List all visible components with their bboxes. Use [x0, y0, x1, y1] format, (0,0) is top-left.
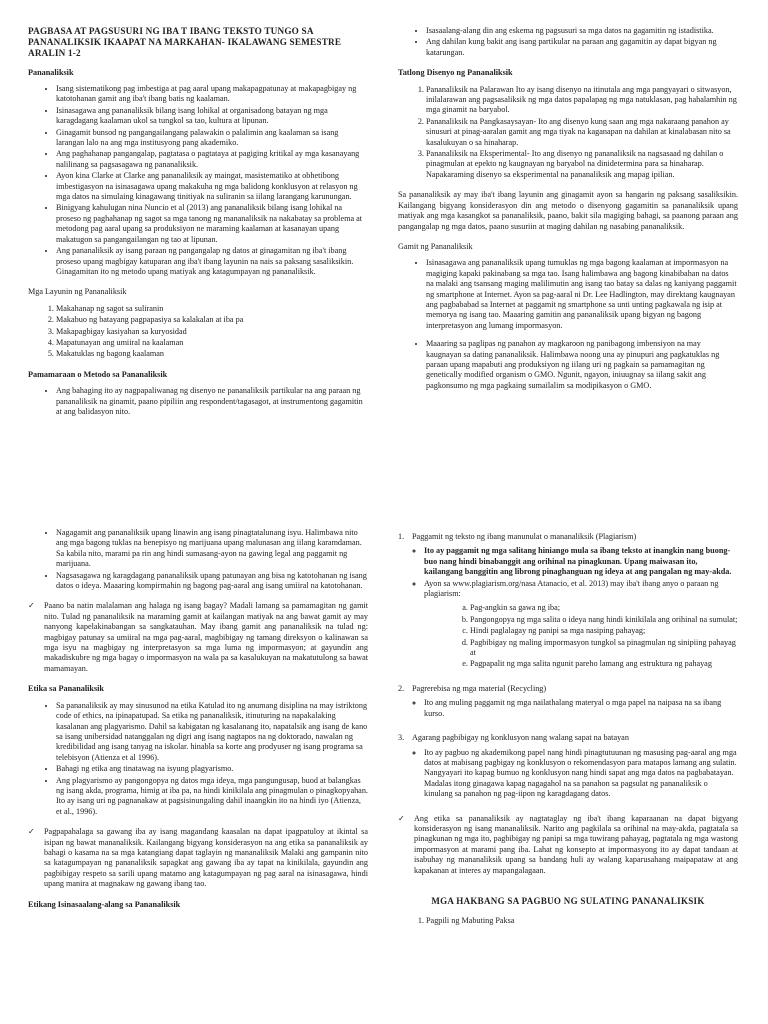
konklusyon-list	[398, 748, 738, 800]
list-item: ◦ Ayon sa www.plagiarism.org/nasa Atanacio, et al. 2013) may iba't ibang anyo o paraan ng plagiarism:	[424, 579, 738, 600]
section-title: Agarang pagbibigay ng konklusyon nang walang sapat na batayan	[412, 733, 629, 743]
section-number: 2.	[398, 683, 405, 693]
pamamaraan-heading: Pamamaraan o Metodo sa Pananaliksik	[28, 369, 168, 379]
check-paragraph	[28, 827, 368, 889]
list-item: • Nagsasagawa ng karagdagang pananaliksik upang patunayan ang bisa ng katotohanan ng isang datos o ideya. Maaaring kompirmahin ng bagong pag-aaral ang isang umiiral na katotohanan.	[56, 571, 368, 592]
layunin-heading: Mga Layunin ng Pananaliksik	[28, 287, 127, 297]
list-item: 1. Pagpili ng Mabuting Paksa	[426, 916, 738, 926]
plagiarism-forms-list	[398, 603, 738, 669]
recycling-list	[398, 698, 738, 719]
etika-heading: Etika sa Pananaliksik	[28, 684, 104, 694]
list-item: • Ayon kina Clarke at Clarke ang pananaliksik ay maingat, masistematiko at obhetibong imbestigasyon na isinasagawa upang makakuha ng mga balidong konklusyon at relasyon ng mga datos na simulaing kinagawang tinitiyak na suliranin sa iilang larangang karunungan.	[56, 171, 368, 202]
list-item: • Ginagamit bunsod ng pangangailangang palawakin o palalimin ang kaalaman sa isang larangan lalo na ang mga institusyong pang akademiko.	[56, 128, 368, 149]
check-text: Ang etika sa pananaliksik ay nagtataglay ng iba't ibang kaparaanan na dapat bigyang konsiderasyon ng isang mananaliksik. Narito ang pagkilala sa orihinal na may-akda, pagtatala sa pinagkunan ng mga ito, pagbibigay ng panipi sa mga tuwirang pahayag, pagtatala ng mga wastong impormasyon at marami pang iba. Lahat ng konsepto at impormasyong ito ay dapat tandaan at isabuhay ng mananaliksik upang sa bandang huli ay walang kaparusahang maipapataw at ang kapakanan at interes ay mapangalagaan.	[414, 813, 738, 875]
list-item: • Ang pananaliksik ay isang paraan ng pangangalap ng datos at ginagamitan ng iba't ibang proseso upang magbigay katuparan ang iba't ibang layunin na nais sa paksang sasaliksikin. Ginagamitan ito ng metodo upang matiyak ang katagumpayan ng pananaliksik.	[56, 246, 368, 277]
document-title: PAGBASA AT PAGSUSURI NG IBA T IBANG TEKSTO TUNGO SA PANANALIKSIK IKAAPAT NA MARKAHAN- IKALAWANG SEMESTRE ARALIN 1-2	[28, 26, 342, 59]
pamamaraan-list	[28, 386, 368, 417]
continued-list	[398, 26, 738, 58]
check-icon: ✓	[28, 827, 35, 837]
list-item: 1. Makahanap ng sagot sa suliranin	[56, 304, 368, 314]
list-item: • Maaaring sa paglipas ng panahon ay magkaroon ng panibagong imbensiyon na may kaugnayan sa dating pananaliksik. Halimbawa noong una ay pinupuri ang pagkatuklas ng paraan upang mapabuti ang produksiyon ng iilang uri ng pagkain sa pamamagitan ng genetically modified organism o GMO. Ngunit, ngayon, iniuugnay sa iilang sakit ang pagkonsumo ng mga pagkaing sumailalim sa modipikasyon o GMO.	[426, 339, 738, 391]
list-item: 5. Makatuklas ng bagong kaalaman	[56, 349, 368, 359]
list-item: 1. Pananaliksik na Palarawan Ito ay isang disenyo na itinutala ang mga pangyayari o sitwasyon, inilalarawan ang pagsasaliksik ng mga datos papalapag ng mga natuklasan, pag hahalamhin ng mga ginamit na baryabol.	[426, 85, 738, 116]
etika-list	[28, 701, 368, 817]
pananaliksik-heading: Pananaliksik	[28, 67, 74, 77]
list-item: d. Pagbibigay ng maling impormasyon tungkol sa pinagmulan ng sinipiing pahayag at	[470, 638, 738, 659]
list-item: c. Hindi paglalagay ng panipi sa mga nasiping pahayag;	[470, 626, 738, 636]
list-item: • Bahagi ng etika ang tinatawag na isyung plagyarismo.	[56, 764, 368, 774]
check-text: Pagpapahalaga sa gawang iba ay isang magandang kaasalan na dapat ipagpatuloy at ikintal sa isipan ng bawat mananaliksik. Kailangang bigyang konsiderasyon na ang etika sa pananaliksik ay bahagi o kasama na sa mga katangiang dapat taglayin ng mananaliksik Malaki ang gampanin nito sa katagumpayan ng pananaliksik sapagkat ang gawang iba ay tapat na kinikilala, gayundin ang pagbibigay respeto sa sarili upang matamo ang katagumpayan ng pag aaral na isinasagawa, hindi upang manira at magnakaw ng gawang ibang tao.	[44, 827, 368, 889]
check-paragraph	[398, 814, 738, 876]
list-item: • Nagagamit ang pananaliksik upang linawin ang isang pinagtatalunang isyu. Halimbawa nito ang mga bagong tuklas na benepisyo ng marijuana upang malunasan ang iilang karamdaman. Sa kabila nito, marami pa rin ang hindi sumasang-ayon na gawing legal ang paggamit ng marijuana.	[56, 528, 368, 570]
list-item: • Isinasagawa ang pananaliksik upang tumuklas ng mga bagong kaalaman at impormasyon na magiging kapaki pakinabang sa mga tao. Isang halimbawa ang bagong kinabibahan na datos na malaki ang tsansang maging malilimutin ang isang tao batay sa dalas ng kaniyang paggamit ng smartphone at Internet. Ayon sa pag-aaral ni Dr. Lee Hadlington, may direktang kaugnayan ang pagbababad sa Internet at paggamit ng smartphone sa unti unting pagkawala ng isip at memorya ng isang tao. Maaaring gamitin ang pananaliksik upang bigyan ng bagong interpretasyon ang lumang impormasyon.	[426, 258, 738, 331]
top-right-column	[398, 26, 738, 516]
list-item: ◦ Ito ang muling paggamit ng mga nailathalang materyal o mga papel na naipasa na sa ibang kurso.	[424, 698, 738, 719]
list-item: 2. Makabuo ng batayang pagpapasiya sa kalakalan at iba pa	[56, 315, 368, 325]
gamit-heading: Gamit ng Pananaliksik	[398, 241, 473, 251]
list-item: e. Pagpapalit ng mga salita ngunit pareho lamang ang estruktura ng pahayag	[470, 659, 738, 669]
list-item: 4. Mapatunayan ang umiiral na kaalaman	[56, 338, 368, 348]
section-number: 1.	[398, 532, 405, 541]
section-title: Pagrerebisa ng mga material (Recycling)	[412, 683, 547, 693]
list-item: ◦ Ito ay paggamit ng mga salitang hiniango mula sa ibang teksto at inangkin nang buong-buo nang hindi binabanggit ang orihinal na pinagkunan. Upang maiwasan ito, kailangang banggitin ang librong pinaghanguan ng ideya at ang pangalan ng may-akda.	[424, 546, 738, 577]
top-left-column	[28, 26, 368, 516]
bottom-left-column	[28, 528, 368, 1018]
list-item: • Ang bahaging ito ay nagpapaliwanag ng disenyo ne pananaliksik partikular na ang paraan ng pananaliksik na ginamit, paano pipiliin ang respondent/tagasagot, at instrumentong gagamitin at ang balidasyon nito.	[56, 386, 368, 417]
bottom-right-column	[398, 528, 738, 1018]
section-heading	[398, 684, 738, 694]
list-item: • Sa pananaliksik ay may sinusunod na etika Katulad ito ng anumang disiplina na may istriktong code of ethics, na ipinapatupad. Sa etika ng pananaliksik, itinuturing na napakalaking kasalanan ang plagyarismo. Dahil sa kabigatan ng kasalanang ito, napatalsik ang isang de kano sa isang unibersidad natanggalan ng digri ang isang nagtapos na ng doktorado, nawalan ng kredibilidad ang isang tanyag na iskolar. hinabla sa korte ang prodyuser ng isang programa sa telebisyon (Atienza et al 1996).	[56, 701, 368, 763]
section-title: Paggamit ng teksto ng ibang manunulat o mananaliksik (Plagiarism)	[412, 532, 637, 541]
hakbang-heading: MGA HAKBANG SA PAGBUO NG SULATING PANANALIKSIK	[431, 895, 705, 906]
check-paragraph	[28, 601, 368, 674]
check-icon: ✓	[28, 601, 35, 611]
list-item: 3. Makapagbigay kasiyahan sa kuryosidad	[56, 327, 368, 337]
check-icon: ✓	[398, 813, 405, 823]
tatlong-disenyo-list	[398, 85, 738, 181]
list-item: ◦ Ito ay pagbuo ng akademikong papel nang hindi pinagtutuunan ng masusing pag-aaral ang mga datos at mabisang pagbigay ng konklusyon o rekomendasyon para matapos lamang ang sulatin. Nangyayari ito kapag bumuo ng konklusyon nang hindi sapat ang mga datos na pagbabatayan. Madalas itong ginagawa kapag nagagahol na sa panahon sa pagsulat ng pananaliksik o kinulang sa panahon ng pag-iipon ng karagdagang datos.	[424, 748, 738, 800]
hakbang-list	[398, 916, 738, 926]
list-item: • Binigyang kahulugan nina Nuncio et al (2013) ang pananaliksik bilang isang lohikal na proseso ng paghahanap ng sagot sa mga tanong ng mananaliksik na nakabatay sa problema at metodong pag aaral upang sa produksiyon ne maraming kaalaman at kasanayan upang makatugon sa pangangailangan ng tao at lipunan.	[56, 203, 368, 245]
list-item: 2. Pananaliksik na Pangkasaysayan- Ito ang disenyo kung saan ang mga nakaraang panahon ay sinusuri at pinag-aaralan gamit ang mga tiyak na kaganapan na dahilan at kinalabasan nito sa kasalukuyan o sa hinaharap.	[426, 117, 738, 148]
list-item: • Isang sistematikong pag imbestiga at pag aaral upang makapagpatunay at makapagbigay ng katotohanan gamit ang iba't ibang batis ng kaalaman.	[56, 84, 368, 105]
paragraph: Sa pananaliksik ay may iba't ibang layunin ang ginagamit ayon sa hangarin ng paksang sasaliksikin. Kailangang bigyang konsiderasyon din ang metodo o disenyong gagamitin sa pananaliksik upang matiyak ang mga kasangkot sa pananaliksik, paano, bakit sila magiging bahagi, sa paanong paraan ang pangangalap ng mga datos, paano susuriin at maging dahilan ng nasabing pananaliksik.	[398, 190, 738, 231]
list-item: • Ang dahilan kung bakit ang isang partikular na paraan ang gagamitin ay dapat bigyan ng katarungan.	[426, 37, 738, 58]
gamit-list	[398, 258, 738, 391]
list-item: • Isasaalang-alang din ang eskema ng pagsusuri sa mga datos na gagamitin ng istadistika.	[426, 26, 738, 36]
etikang-heading: Etikang Isinasaalang-alang sa Pananaliksik	[28, 899, 181, 909]
list-item: • Isinasagawa ang pananaliksik bilang isang lohikal at organisadong batayan ng mga karagdagang kaalaman ukol sa tungkol sa tao, kultura at lipunan.	[56, 106, 368, 127]
list-item: b. Pangongopya ng mga salita o ideya nang hindi kinikilala ang orihinal na sumulat;	[470, 615, 738, 625]
check-text: Paano ba natin malalaman ang halaga ng isang bagay? Madali lamang sa pamamagitan ng gamit nito. Tulad ng pananaliksik na maraming gamit at kailangan matiyak na ang bawat gamit ay may nanyong kapelakinabangan sa sangkatauhan. May ibang gamit ang pananaliksik na tulad ng: magbigay patunay sa umiiral na mga pag-aaral, magbibigay ng tamang direksyon o kalinawan sa mga isyu na magbigay ng interpretasyon sa mga luma ng impormasyon; at gayundin ang makadiskubre ng mga bagay o impormasyon na wala pa sa kasalukuyan na makatutulong sa bawat mamamayan.	[44, 601, 368, 673]
plagiarism-list	[398, 546, 738, 599]
list-item: a. Pag-angkin sa gawa ng iba;	[470, 603, 738, 613]
section-heading	[398, 733, 738, 743]
list-item: • Ang paghahanap pangangalap, pagtatasa o pagtataya at pagiging kritikal ay mga kasanayang nalilinang sa pagsasagawa ng pananaliksik.	[56, 149, 368, 170]
list-item: 3. Pananaliksik na Eksperimental- Ito ang disenyo ng pananaliksik na nagsasaad ng dahilan o pinagmulan at epekto ng kaugnayan ng baryabol na dinidetermina para sa hinaharap. Napakaraming disenyo sa eksperimental na pananaliksik ang mapag ipilian.	[426, 149, 738, 180]
gamit-continued-list	[28, 528, 368, 591]
section-number: 3.	[398, 733, 405, 743]
tatlong-disenyo-heading: Tatlong Disenyo ng Pananaliksik	[398, 68, 513, 78]
layunin-list	[28, 304, 368, 360]
list-item: • Ang plagyarismo ay pangongopya ng datos mga ideya, mga pangungusap, buod at balangkas ng isang akda, programa, himig at iba pa, na hindi kinikilala ang pinagmulan o pinagkopyahan. Ito ay isang uri ng pagnanakaw at pagsisinungaling dahil inaangkin ito na hindi iyo (Atienza, et al., 1996).	[56, 776, 368, 818]
section-heading	[398, 532, 738, 542]
pananaliksik-list	[28, 84, 368, 277]
